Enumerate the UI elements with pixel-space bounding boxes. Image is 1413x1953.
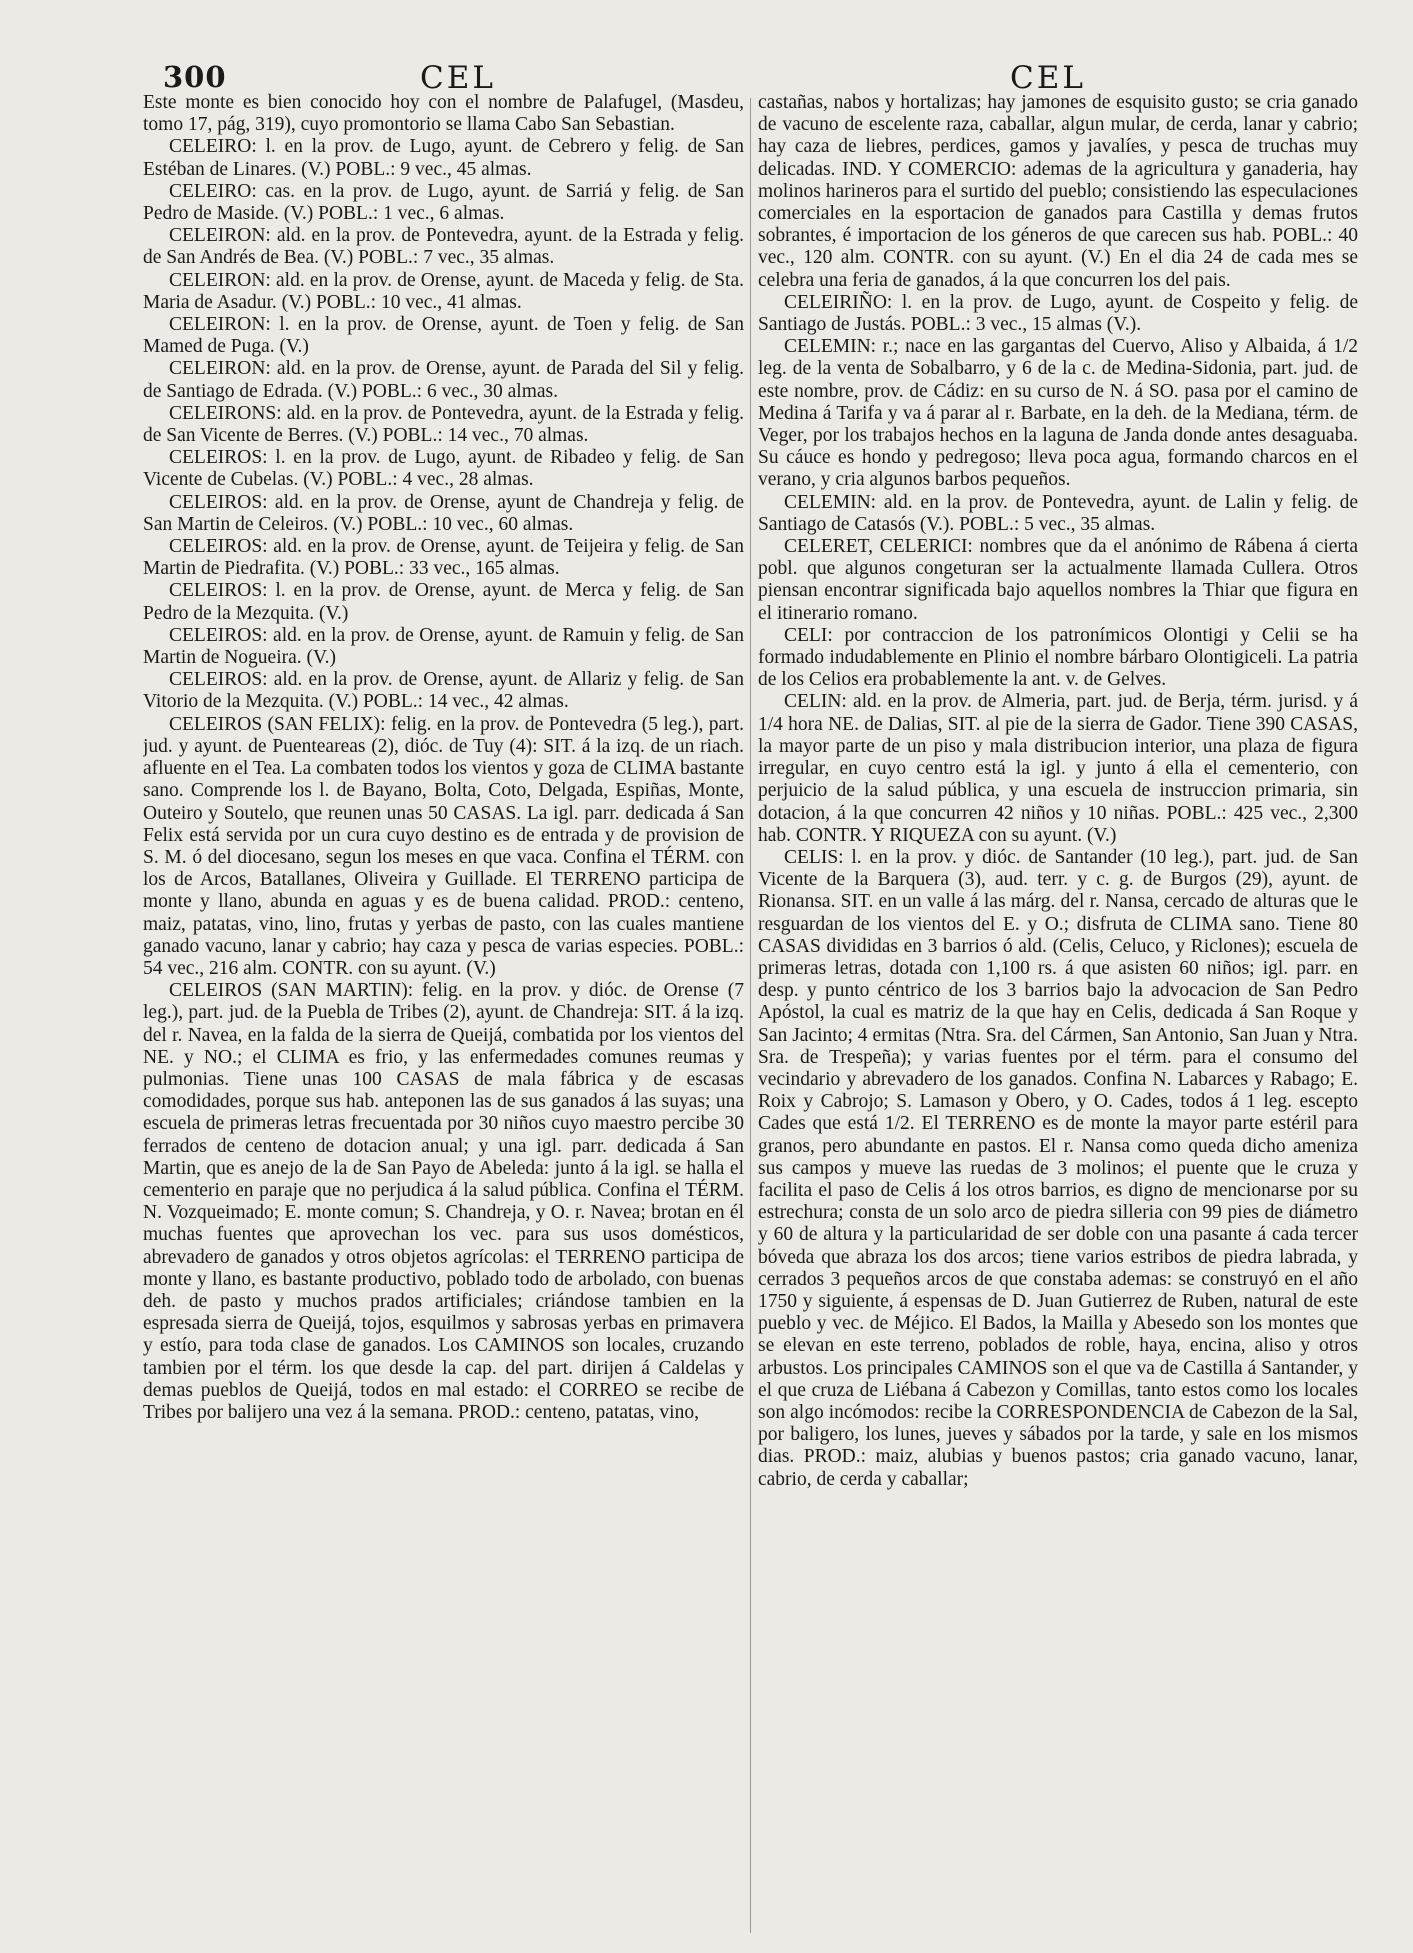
right-column	[758, 92, 1358, 1937]
entry-paragraph: castañas, nabos y hortalizas; hay jamones de esquisito gusto; se cria ganado de vacuno de escelente raza, caballar, algun mular, de cerda, lanar y cabrio; hay caza de liebres, perdices, gamos y javalíes, y pesca de truchas muy delicadas. IND. Y COMERCIO: ademas de la agricultura y ganaderia, hay molinos harineros para el surtido del pueblo; consistiendo las especulaciones comerciales en la esportacion de ganados para Castilla y demas frutos sobrantes, é importacion de los géneros de que carecen sus hab. POBL.: 40 vec., 120 alm. CONTR. con su ayunt. (V.) En el dia 24 de cada mes se celebra una feria de ganados, á la que concurren los del pais.	[758, 92, 1358, 291]
entry-paragraph: CELEIROS: ald. en la prov. de Orense, ayunt de Chandreja y felig. de San Martin de Celeiros. (V.) POBL.: 10 vec., 60 almas.	[143, 491, 744, 535]
entry-paragraph: CELEIRIÑO: l. en la prov. de Lugo, ayunt. de Cospeito y felig. de Santiago de Justás. POBL.: 3 vec., 15 almas (V.).	[758, 291, 1358, 336]
left-column	[143, 92, 744, 1937]
entry-paragraph: CELIN: ald. en la prov. de Almeria, part. jud. de Berja, térm. jurisd. y á 1/4 hora NE. de Dalias, SIT. al pie de la sierra de Gador. Tiene 390 CASAS, la mayor parte de un piso y mala distribucion interior, una plaza de figura irregular, en cuyo centro está la igl. y junto á ella el cementerio, con perjuicio de la salud pública, y una escuela de instruccion primaria, sin dotacion, á la que concurren 42 niños y 10 niñas. POBL.: 425 vec., 2,300 hab. CONTR. Y RIQUEZA con su ayunt. (V.)	[758, 691, 1358, 846]
running-head-left: CEL	[420, 60, 496, 96]
entry-paragraph: CELEIROS: ald. en la prov. de Orense, ayunt. de Teijeira y felig. de San Martin de Piedrafita. (V.) POBL.: 33 vec., 165 almas.	[143, 536, 744, 580]
entry-paragraph: CELEIRO: l. en la prov. de Lugo, ayunt. de Cebrero y felig. de San Estéban de Linares. (V.) POBL.: 9 vec., 45 almas.	[143, 136, 744, 180]
entry-paragraph: CELEIRONS: ald. en la prov. de Pontevedra, ayunt. de la Estrada y felig. de San Vicente de Berres. (V.) POBL.: 14 vec., 70 almas.	[143, 402, 744, 447]
entry-paragraph: CELEIROS: ald. en la prov. de Orense, ayunt. de Ramuin y felig. de San Martin de Nogueira. (V.)	[143, 624, 744, 669]
entry-paragraph: CELEIRON: ald. en la prov. de Pontevedra, ayunt. de la Estrada y felig. de San Andrés de Bea. (V.) POBL.: 7 vec., 35 almas.	[143, 225, 744, 269]
entry-paragraph: CELEIRON: ald. en la prov. de Orense, ayunt. de Parada del Sil y felig. de Santiago de Edrada. (V.) POBL.: 6 vec., 30 almas.	[143, 358, 744, 402]
entry-paragraph: Este monte es bien conocido hoy con el nombre de Palafugel, (Masdeu, tomo 17, pág, 319), cuyo promontorio se llama Cabo San Sebastian.	[143, 92, 744, 136]
page-number: 300	[163, 60, 227, 94]
entry-paragraph: CELEIRON: l. en la prov. de Orense, ayunt. de Toen y felig. de San Mamed de Puga. (V.)	[143, 314, 744, 358]
column-divider	[750, 98, 751, 1933]
running-head-right: CEL	[1010, 60, 1086, 96]
entry-paragraph: CELEIROS (SAN FELIX): felig. en la prov. de Pontevedra (5 leg.), part. jud. y ayunt. de Puenteareas (2), dióc. de Tuy (4): SIT. á la izq. de un riach. afluente en el Tea. La combaten todos los vientos y goza de CLIMA bastante sano. Comprende los l. de Bayano, Bolta, Coto, Delgada, Espiñas, Monte, Outeiro y Soutelo, que reunen unas 50 CASAS. La igl. parr. dedicada á San Felix está servida por un cura cuyo destino es de entrada y de provision de S. M. ó del diocesano, segun los meses en que vaca. Confina el TÉRM. con los de Arcos, Batallanes, Oliveira y Guillade. El TERRENO participa de monte y llano, abunda en aguas y es de buena calidad. PROD.: centeno, maiz, patatas, vino, lino, frutas y yerbas de pasto, con las cuales mantiene ganado vacuno, lanar y cabrio; hay caza y pesca de varias especies. POBL.: 54 vec., 216 alm. CONTR. con su ayunt. (V.)	[143, 713, 744, 979]
entry-paragraph: CELEMIN: r.; nace en las gargantas del Cuervo, Aliso y Albaida, á 1/2 leg. de la venta de Sobalbarro, y 6 de la c. de Medina-Sidonia, part. jud. de este nombre, prov. de Cádiz: en su curso de N. á SO. pasa por el camino de Medina á Tarifa y va á parar al r. Barbate, en la deh. de la Mediana, térm. de Veger, por los trabajos hechos en la laguna de Janda donde antes desaguaba. Su cáuce es hondo y pedregoso; lleva poca agua, formando charcos en el verano, y cria algunos barbos pequeños.	[758, 336, 1358, 491]
entry-paragraph: CELIS: l. en la prov. y dióc. de Santander (10 leg.), part. jud. de San Vicente de la Barquera (3), aud. terr. y c. g. de Burgos (29), ayunt. de Rionansa. SIT. en un valle á las márg. del r. Nansa, cercado de alturas que le resguardan de los vientos del E. y O.; disfruta de CLIMA sano. Tiene 80 CASAS divididas en 3 barrios ó ald. (Celis, Celuco, y Riclones); escuela de primeras letras, dotada con 1,100 rs. á que asisten 60 niños; igl. parr. en desp. y punto céntrico de los 3 barrios bajo la advocacion de San Pedro Apóstol, la cual es matriz de la que hay en Celis, dedicada á San Roque y San Jacinto; 4 ermitas (Ntra. Sra. del Cármen, San Antonio, San Juan y Ntra. Sra. de Trespeña); y varias fuentes por el térm. para el consumo del vecindario y abrevadero de los ganados. Confina N. Labarces y Rabago; E. Roix y Cabrojo; S. Lamason y Obero, y O. Cades, todos á 1 leg. escepto Cades que está 1/2. El TERRENO es de monte la mayor parte estéril para granos, pero abundante en pastos. El r. Nansa como queda dicho ameniza sus campos y mueve las ruedas de 3 molinos; el puente que le cruza y facilita el paso de Celis á los otros barrios, es digno de mencionarse por su estrechura; consta de un solo arco de piedra silleria con 99 pies de diámetro y 60 de altura y la particularidad de ser doble con una pasante á cada tercer bóveda que abraza los dos arcos; tiene varios estribos de piedra labrada, y cerrados 3 pequeños arcos de que constaba ademas: se construyó en el año 1750 y siguiente, á espensas de D. Juan Gutierrez de Ruben, natural de este pueblo y vec. de Méjico. El Bados, la Mailla y Abesedo son los montes que se elevan en este terreno, poblados de roble, haya, encina, aliso y otros arbustos. Los principales CAMINOS son el que va de Castilla á Santander, y el que cruza de Liébana á Cabezon y Comillas, tanto estos como los locales son algo incómodos: recibe la CORRESPONDENCIA de Cabezon de la Sal, por baligero, los lunes, jueves y sábados por la tarde, y sale en los mismos dias. PROD.: maiz, alubias y buenos pastos; cria ganado vacuno, lanar, cabrio, de cerda y caballar;	[758, 846, 1358, 1490]
entry-paragraph: CELEIRO: cas. en la prov. de Lugo, ayunt. de Sarriá y felig. de San Pedro de Maside. (V.) POBL.: 1 vec., 6 almas.	[143, 180, 744, 225]
entry-paragraph: CELI: por contraccion de los patronímicos Olontigi y Celii se ha formado indudablemente en Plinio el nombre bárbaro Olontigiceli. La patria de los Celios era probablemente la ant. v. de Gelves.	[758, 624, 1358, 691]
entry-paragraph: CELERET, CELERICI: nombres que da el anónimo de Rábena á cierta pobl. que algunos congeturan ser la actualmente llamada Cullera. Otros piensan encontrar significada bajo aquellos nombres la Thiar que figura en el itinerario romano.	[758, 536, 1358, 624]
entry-paragraph: CELEMIN: ald. en la prov. de Pontevedra, ayunt. de Lalin y felig. de Santiago de Catasós (V.). POBL.: 5 vec., 35 almas.	[758, 491, 1358, 535]
entry-paragraph: CELEIROS: ald. en la prov. de Orense, ayunt. de Allariz y felig. de San Vitorio de la Mezquita. (V.) POBL.: 14 vec., 42 almas.	[143, 669, 744, 713]
entry-paragraph: CELEIROS: l. en la prov. de Lugo, ayunt. de Ribadeo y felig. de San Vicente de Cubelas. (V.) POBL.: 4 vec., 28 almas.	[143, 447, 744, 491]
entry-paragraph: CELEIROS (SAN MARTIN): felig. en la prov. y dióc. de Orense (7 leg.), part. jud. de la Puebla de Tribes (2), ayunt. de Chandreja: SIT. á la izq. del r. Navea, en la falda de la sierra de Queijá, combatida por los vientos del NE. y NO.; el CLIMA es frio, y las enfermedades comunes reumas y pulmonias. Tiene unas 100 CASAS de mala fábrica y de escasas comodidades, porque sus hab. anteponen las de sus ganados á las suyas; una escuela de primeras letras frecuentada por 30 niños cuyo maestro percibe 30 ferrados de centeno de dotacion anual; y una igl. parr. dedicada á San Martin, que es anejo de la de San Payo de Abeleda: junto á la igl. se halla el cementerio en paraje que no perjudica á la salud pública. Confina el TÉRM. N. Vozqueimado; E. monte comun; S. Chandreja, y O. r. Navea; brotan en él muchas fuentes que aprovechan los vec. para sus usos domésticos, abrevadero de ganados y otros objetos agrícolas: el TERRENO participa de monte y llano, es bastante productivo, poblado todo de arbolado, con buenas deh. de pasto y muchos prados artificiales; criándose tambien en la espresada sierra de Queijá, tojos, esquilmos y sabrosas yerbas en primavera y estío, para toda clase de ganados. Los CAMINOS son locales, cruzando tambien por el térm. los que desde la cap. del part. dirijen á Caldelas y demas pueblos de Queijá, todos en mal estado: el CORREO se recibe de Tribes por balijero una vez á la semana. PROD.: centeno, patatas, vino,	[143, 980, 744, 1423]
entry-paragraph: CELEIRON: ald. en la prov. de Orense, ayunt. de Maceda y felig. de Sta. Maria de Asadur. (V.) POBL.: 10 vec., 41 almas.	[143, 269, 744, 313]
entry-paragraph: CELEIROS: l. en la prov. de Orense, ayunt. de Merca y felig. de San Pedro de la Mezquita. (V.)	[143, 580, 744, 624]
